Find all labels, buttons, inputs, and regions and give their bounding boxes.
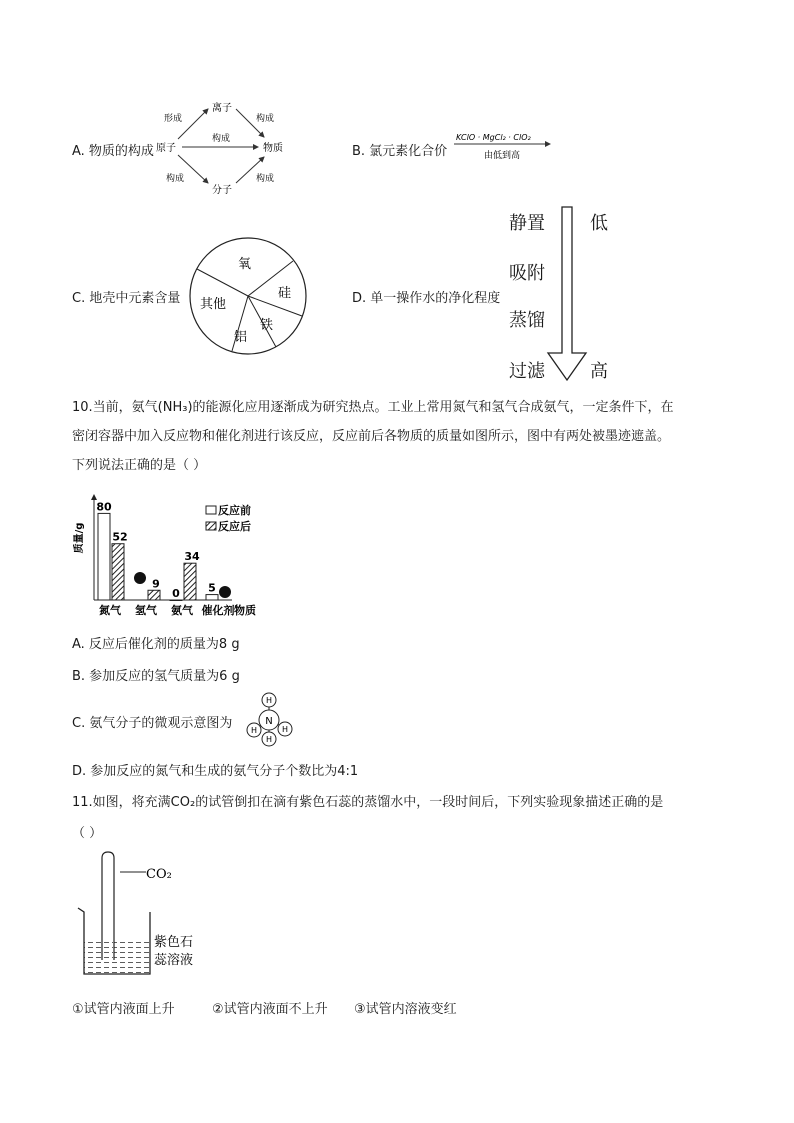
edge-molecule-matter: 构成 [256,174,275,184]
ink-blot-after-3 [219,586,231,598]
purity-low: 低 [590,213,608,234]
label-after-2: 34 [184,550,200,564]
q11-stem-line2: （ ） [72,826,103,841]
x-tick-3: 催化剂 [201,604,235,617]
step-filter: 过滤 [509,361,545,382]
h-atom-right: H [281,725,289,734]
q11-choice-3: ③试管内溶液变红 [354,1002,457,1017]
bar-before-2 [170,600,182,601]
step-distill: 蒸馏 [509,310,545,331]
chlorine-valence-arrow [452,128,556,164]
q10-option-c[interactable]: C. 氨气分子的微观示意图为 [72,716,233,731]
slice-other: 其他 [200,297,227,312]
slice-iron: 铁 [260,318,274,333]
option-d-label: D. 单一操作水的净化程度 [352,291,501,306]
legend-after-swatch [206,522,216,530]
solution-label-2: 蕊溶液 [154,953,194,968]
legend-before-label: 反应前 [218,504,251,517]
bar-before-3 [206,595,218,600]
h-atom-left: H [250,726,258,735]
q10-option-b[interactable]: B. 参加反应的氢气质量为6 g [72,669,240,684]
label-before-0: 80 [96,500,112,514]
q10-option-d[interactable]: D. 参加反应的氮气和生成的氨气分子个数比为4:1 [72,764,359,779]
q10-stem-line3: 下列说法正确的是（ ） [72,458,207,473]
mass-bar-chart [72,490,272,620]
slice-aluminum: 铝 [234,330,248,345]
chlorine-formula: KClO · MgCl₂ · ClO₂ [456,133,531,142]
edge-form-ion: 形成 [164,114,183,124]
ammonia-molecule-diagram [244,690,298,748]
crust-element-pie [186,234,310,358]
label-after-1: 9 [152,577,160,591]
legend-before-swatch [206,506,216,514]
slice-oxygen: 氧 [238,257,252,272]
q11-choice-1: ①试管内液面上升 [72,1002,175,1017]
edge-atom-matter: 构成 [212,134,231,144]
purity-down-arrow [546,205,590,383]
matter-composition-diagram [150,95,310,200]
node-molecule: 分子 [212,185,232,196]
option-c-label: C. 地壳中元素含量 [72,291,181,306]
edge-atom-molecule: 构成 [166,174,185,184]
co2-label: CO₂ [146,867,172,882]
legend-after-label: 反应后 [218,520,251,533]
node-matter: 物质 [263,143,283,154]
order-low-to-high: 由低到高 [484,151,521,161]
bar-after-1 [148,590,160,600]
solution-label-1: 紫色石 [154,935,194,950]
slice-silicon: 硅 [278,286,292,301]
n-atom: N [265,716,273,727]
q10-option-a[interactable]: A. 反应后催化剂的质量为8 g [72,637,240,652]
h-atom-bottom: H [265,735,273,744]
x-tick-0: 氮气 [99,604,121,617]
label-before-2: 0 [172,587,180,600]
x-axis-label: 物质 [234,604,256,617]
h-atom-top: H [265,696,273,705]
node-atom: 原子 [156,143,176,154]
q10-stem-line1: 10.当前，氨气(NH₃)的能源化应用逐渐成为研究热点。工业上常用氮气和氢气合成氨气，一定条件下，在 [72,400,674,415]
option-a-label: A. 物质的构成 [72,144,154,159]
label-after-0: 52 [112,530,128,544]
y-axis-label: 质量/g [74,522,85,554]
bar-after-0 [112,544,124,600]
label-before-3: 5 [208,581,216,595]
step-adsorb: 吸附 [509,263,545,284]
purity-high: 高 [590,361,608,382]
step-settle: 静置 [509,213,545,234]
q11-choice-2: ②试管内液面不上升 [212,1002,328,1017]
ink-blot-before-1 [134,572,146,584]
edge-ion-matter: 构成 [256,114,275,124]
node-ion: 离子 [212,103,232,114]
q11-stem-line1: 11.如图，将充满CO₂的试管倒扣在滴有紫色石蕊的蒸馏水中，一段时间后，下列实验现象描述正确的是 [72,795,664,810]
arrow-atom-ion [178,109,208,139]
x-tick-2: 氨气 [171,604,193,617]
bar-after-2 [184,563,196,600]
option-b-label: B. 氯元素化合价 [352,144,448,159]
solution-liquid [84,940,150,974]
q10-stem-line2: 密闭容器中加入反应物和催化剂进行该反应，反应前后各物质的质量如图所示，图中有两处被墨迹遮盖。 [72,429,671,444]
x-tick-1: 氢气 [135,604,157,617]
co2-test-tube-apparatus [72,850,222,986]
bar-before-0 [98,513,110,600]
